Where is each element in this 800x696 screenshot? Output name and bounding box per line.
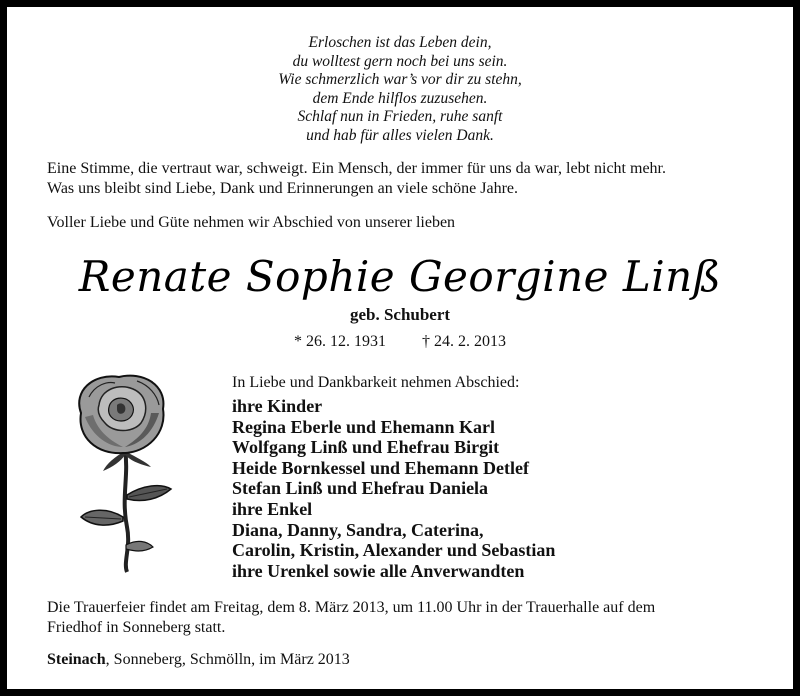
poem-line: Schlaf nun in Frieden, ruhe sanft (297, 108, 503, 126)
intro-line: Eine Stimme, die vertraut war, schweigt. Ein Mensch, der immer für uns da war, lebt nicht mehr. (47, 160, 666, 177)
poem (7, 34, 793, 146)
funeral-info (47, 598, 753, 638)
poem-line: du wolltest gern noch bei uns sein. (292, 52, 508, 70)
mourners-list (232, 396, 555, 581)
birth-name: geb. Schubert (349, 305, 451, 324)
poem-line: Erloschen ist das Leben dein, (308, 34, 492, 51)
poem-line: dem Ende hilflos zuzusehen. (312, 89, 488, 107)
list-item: Stefan Linß und Ehefrau Daniela (232, 478, 489, 499)
rose-icon (63, 367, 183, 577)
death-date: † 24. 2. 2013 (422, 333, 506, 350)
farewell-line: Voller Liebe und Güte nehmen wir Abschied von unserer lieben (47, 214, 456, 231)
poem-line: Wie schmerzlich war’s vor dir zu stehn, (278, 71, 522, 89)
birth-date: * 26. 12. 1931 (294, 333, 386, 350)
mourners-intro: In Liebe und Dankbarkeit nehmen Abschied: (232, 374, 520, 391)
poem-line: und hab für alles vielen Dank. (306, 126, 494, 144)
list-item: ihre Kinder (232, 396, 323, 416)
list-item: Carolin, Kristin, Alexander und Sebastian (232, 540, 556, 561)
funeral-line: Die Trauerfeier findet am Freitag, dem 8. März 2013, um 11.00 Uhr in der Trauerhalle auf dem (47, 599, 656, 616)
list-item: Wolfgang Linß und Ehefrau Birgit (232, 437, 500, 458)
life-dates (7, 333, 793, 351)
intro-paragraph (47, 159, 753, 199)
funeral-line: Friedhof in Sonneberg statt. (47, 619, 226, 636)
list-item: Diana, Danny, Sandra, Caterina, (232, 519, 484, 540)
closing-place: Steinach (47, 651, 106, 668)
closing-rest: , Sonneberg, Schmölln, im März 2013 (105, 651, 350, 668)
intro-line: Was uns bleibt sind Liebe, Dank und Erinnerungen an viele schöne Jahre. (47, 180, 519, 197)
deceased-name: Renate Sophie Georgine Linß (78, 252, 722, 301)
list-item: ihre Urenkel sowie alle Anverwandten (232, 560, 525, 581)
list-item: ihre Enkel (232, 498, 313, 519)
closing-line (47, 650, 350, 670)
list-item: Regina Eberle und Ehemann Karl (232, 416, 496, 437)
list-item: Heide Bornkessel und Ehemann Detlef (232, 457, 530, 478)
